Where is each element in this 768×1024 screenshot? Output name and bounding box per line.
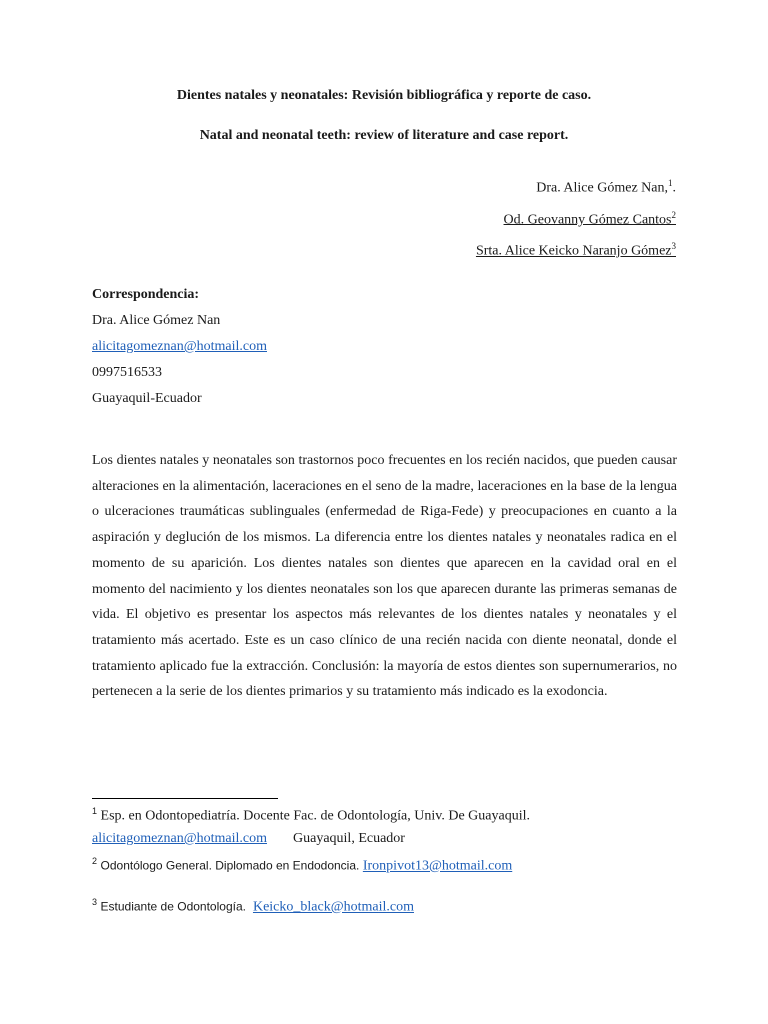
footnote-1 (92, 806, 530, 825)
footnote-1-contact (92, 831, 405, 847)
title-spanish: Dientes natales y neonatales: Revisión bibliográfica y reporte de caso. (176, 88, 592, 103)
footnote-3-text: Estudiante de Odontología. (100, 899, 246, 914)
footnote-2-mark: 2 (92, 856, 98, 866)
correspondence-name: Dra. Alice Gómez Nan (92, 313, 221, 328)
footnote-3 (92, 897, 414, 916)
author-2-name: Od. Geovanny Gómez Cantos (503, 212, 672, 228)
correspondence-city: Guayaquil-Ecuador (92, 391, 202, 406)
footnote-1-location: Guayaquil, Ecuador (293, 831, 405, 846)
author-1-name: Dra. Alice Gómez Nan, (536, 180, 668, 196)
correspondence-block (92, 282, 267, 412)
correspondence-phone: 0997516533 (92, 365, 162, 380)
abstract-paragraph: Los dientes natales y neonatales son trastornos poco frecuentes en los recién nacidos, que pueden causar alteraciones en la alimentación, laceraciones en el seno de la madre, laceraciones en la base de la lengua o ulceraciones traumáticas sublinguales (enfermedad de Riga-Fede) y preocupaciones en cuanto a la aspiración y deglución de los mismos. La diferencia entre los dientes natales y neonatales radica en el momento de su aparición. Los dientes natales son dientes que aparecen en la cavidad oral en el momento del nacimiento y los dientes neonatales son los que aparecen durante las primeras semanas de vida. El objetivo es presentar los aspectos más relevantes de los dientes natales y neonatales y el tratamiento más acertado. Este es un caso clínico de una recién nacida con diente neonatal, donde el tratamiento aplicado fue la extracción. Conclusión: la mayoría de estos dientes son supernumerarios, no pertenecen a la serie de los dientes primarios y su tratamiento más indicado es la exodoncia. (92, 453, 677, 700)
footnote-3-email-link[interactable]: Keicko_black@hotmail.com (252, 899, 414, 915)
author-list (476, 170, 676, 265)
footnote-1-text: Esp. en Odontopediatría. Docente Fac. de Odontología, Univ. De Guayaquil. (100, 808, 530, 824)
footnote-2-email-link[interactable]: Ironpivot13@hotmail.com (362, 858, 513, 874)
author-1-affiliation-mark: 1 (668, 178, 673, 188)
author-3-name: Srta. Alice Keicko Naranjo Gómez (475, 243, 672, 259)
author-1-suffix: . (672, 180, 676, 196)
footnote-3-mark: 3 (92, 897, 98, 907)
author-1 (476, 170, 676, 202)
author-2 (476, 202, 676, 234)
footnote-2 (92, 856, 512, 875)
title-english: Natal and neonatal teeth: review of literature and case report. (199, 128, 569, 143)
footnote-1-email-link[interactable]: alicitagomeznan@hotmail.com (92, 831, 267, 846)
author-2-affiliation-mark: 2 (671, 209, 676, 220)
footnote-1-mark: 1 (92, 806, 98, 816)
correspondence-heading: Correspondencia: (92, 287, 200, 302)
correspondence-email-link[interactable]: alicitagomeznan@hotmail.com (92, 339, 267, 354)
author-3 (476, 233, 676, 265)
footnote-separator (92, 798, 278, 799)
footnote-2-text: Odontólogo General. Diplomado en Endodoncia. (100, 858, 360, 873)
author-3-affiliation-mark: 3 (671, 241, 676, 252)
